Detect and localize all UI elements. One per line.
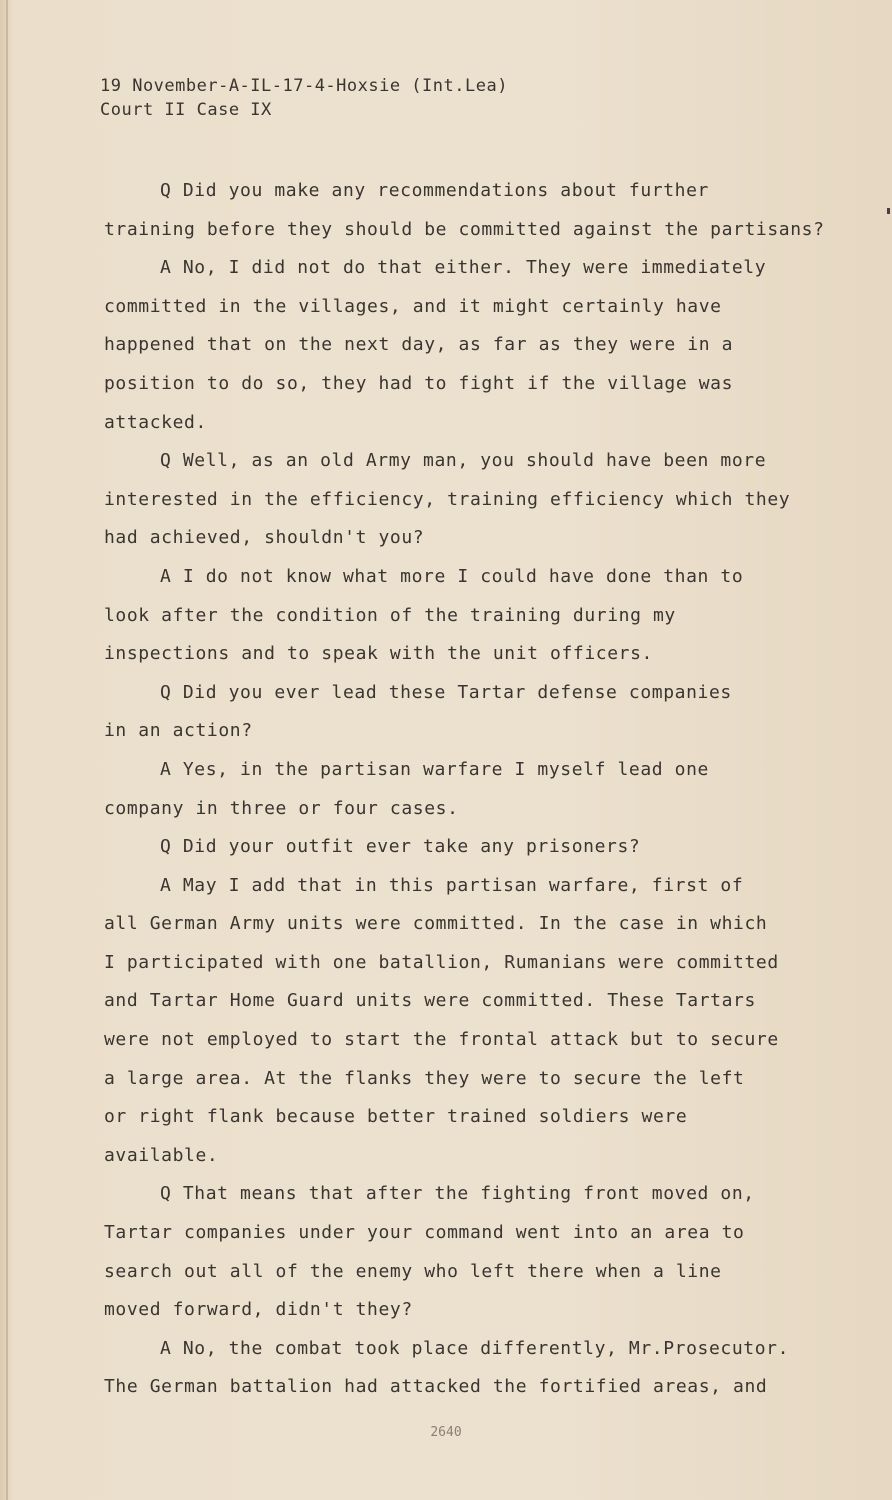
transcript-line: a large area. At the flanks they were to secure the left <box>104 1067 745 1089</box>
transcript-line: A May I add that in this partisan warfare, first of <box>160 874 744 896</box>
transcript-line: were not employed to start the frontal attack but to secure <box>104 1029 779 1051</box>
transcript-line: happened that on the next day, as far as they were in a <box>104 334 734 356</box>
transcript-line: committed in the villages, and it might certainly have <box>104 295 722 317</box>
header-line-1: 19 November-A-IL-17-4-Hoxsie (Int.Lea) <box>100 76 508 96</box>
transcript-line: position to do so, they had to fight if the village was <box>104 372 734 394</box>
transcript-line: and Tartar Home Guard units were committed. These Tartars <box>104 990 756 1012</box>
transcript-line: or right flank because better trained soldiers were <box>104 1106 688 1128</box>
transcript-line: all German Army units were committed. In the case in which <box>104 913 768 935</box>
transcript-line: company in three or four cases. <box>104 797 459 819</box>
transcript-line: had achieved, shouldn't you? <box>104 527 425 549</box>
transcript-line: look after the condition of the training during my <box>104 604 676 626</box>
transcript-line: Q Did your outfit ever take any prisoners? <box>160 836 641 858</box>
transcript-line: Q Did you ever lead these Tartar defense companies <box>160 681 732 703</box>
transcript-line: The German battalion had attacked the fortified areas, and <box>104 1376 768 1398</box>
transcript-line: inspections and to speak with the unit officers. <box>104 643 653 665</box>
transcript-line: search out all of the enemy who left there when a line <box>104 1260 722 1282</box>
transcript-line: attacked. <box>104 411 207 433</box>
page-left-edge <box>6 0 8 1500</box>
transcript-line: Tartar companies under your command went into an area to <box>104 1222 745 1244</box>
header-line-2: Court II Case IX <box>100 100 272 120</box>
transcript-line: Q Well, as an old Army man, you should have been more <box>160 450 767 472</box>
transcript-line: A I do not know what more I could have done than to <box>160 565 744 587</box>
transcript-line: Q That means that after the fighting front moved on, <box>160 1183 755 1205</box>
page-number: 2640 <box>430 1425 462 1440</box>
transcript-line: in an action? <box>104 720 253 742</box>
transcript-line: I participated with one batallion, Rumanians were committed <box>104 951 779 973</box>
transcript-line: moved forward, didn't they? <box>104 1299 413 1321</box>
transcript-line: A No, I did not do that either. They were immediately <box>160 257 767 279</box>
transcript-line: A No, the combat took place differently, Mr.Prosecutor. <box>160 1337 790 1359</box>
transcript-line: Q Did you make any recommendations about further <box>160 180 709 201</box>
document-header <box>100 74 508 122</box>
transcript-line: A Yes, in the partisan warfare I myself lead one <box>160 758 709 780</box>
binding-mark <box>887 208 890 214</box>
transcript-line: training before they should be committed against the partisans? <box>104 218 825 240</box>
transcript-line: available. <box>104 1144 219 1166</box>
transcript-body <box>104 172 824 1407</box>
transcript-line: interested in the efficiency, training efficiency which they <box>104 488 791 510</box>
